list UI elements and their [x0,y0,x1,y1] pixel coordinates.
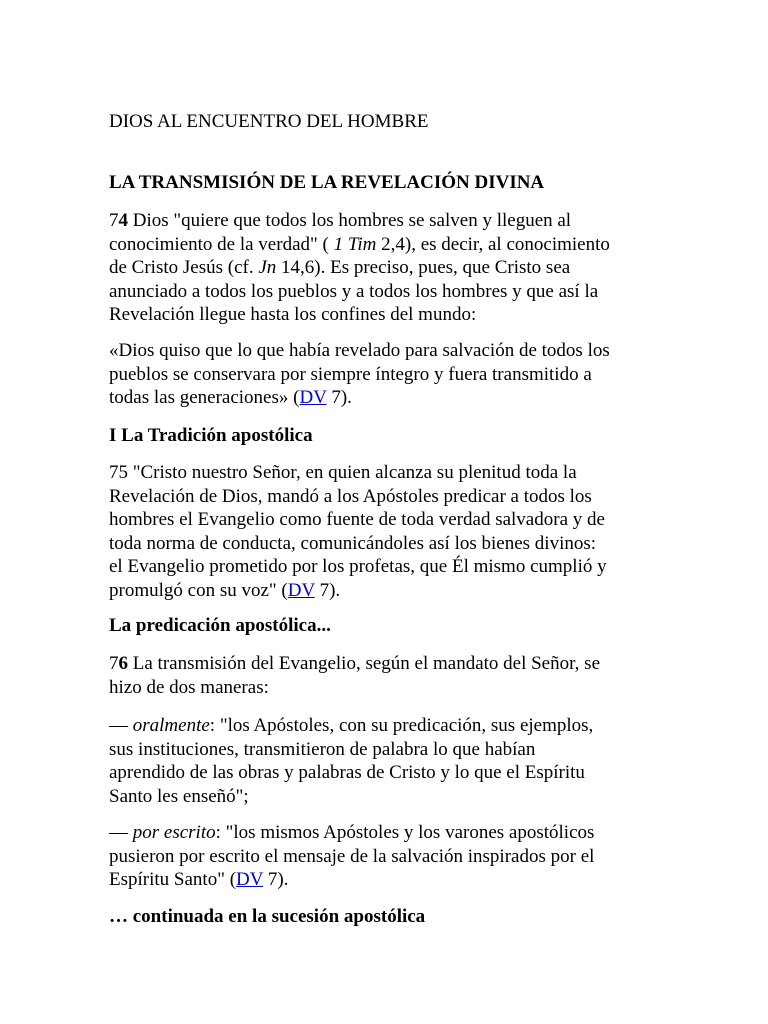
paragraph-text: Espíritu Santo" ( [109,869,237,890]
paragraph-text: el Evangelio prometido por los profetas, que Él mismo cumplió y [109,556,607,577]
paragraph-por-escrito [109,821,661,892]
dv-link[interactable]: DV [287,579,315,601]
paragraph-text: hizo de dos maneras: [109,676,269,698]
paragraph-text: sus instituciones, transmitieron de palabra lo que habían [109,738,536,760]
paragraph-76 [109,652,661,699]
dv-link[interactable]: DV [236,869,264,890]
paragraph-text: Revelación llegue hasta los confines del mundo: [109,304,477,325]
section-title: LA TRANSMISIÓN DE LA REVELACIÓN DIVINA [109,172,545,193]
paragraph-text: La transmisión del Evangelio, según el mandato del Señor, se [128,653,601,674]
document-title: DIOS AL ENCUENTRO DEL HOMBRE [109,111,429,132]
paragraph-text: : "los mismos Apóstoles y los varones apostólicos [215,822,595,843]
quotation-paragraph [109,339,661,410]
paragraph-text: 7). [314,579,341,601]
paragraph-text: 2,4), es decir, al conocimiento [376,233,610,255]
paragraph-text: Dios "quiere que todos los hombres se salven y lleguen al [128,210,572,231]
paragraph-number-bold: 4 [118,210,128,231]
paragraph-number: 7 [109,210,119,231]
paragraph-text: hombres el Evangelio como fuente de toda verdad salvadora y de [109,509,605,530]
em-dash: — [109,822,133,843]
scripture-citation: Jn [258,257,277,278]
paragraph-75 [109,461,661,602]
italic-term: oralmente [132,715,210,736]
dv-link[interactable]: DV [299,387,327,408]
paragraph-text: 75 "Cristo nuestro Señor, en quien alcanza su plenitud toda la [109,462,577,483]
paragraph-number-bold: 6 [118,653,128,674]
heading-tradicion-apostolica: I La Tradición apostólica [109,425,313,446]
heading-sucesion-apostolica: … continuada en la sucesión apostólica [109,906,426,927]
paragraph-text: : "los Apóstoles, con su predicación, sus ejemplos, [209,715,594,736]
paragraph-oralmente [109,714,661,808]
paragraph-text: toda norma de conducta, comunicándoles así los bienes divinos: [109,532,597,554]
heading-predicacion-apostolica: La predicación apostólica... [109,615,331,636]
scripture-citation: 1 Tim [333,233,377,255]
paragraph-text: de Cristo Jesús (cf. [109,257,259,278]
paragraph-text: 14,6). Es preciso, pues, que Cristo sea [276,257,571,278]
paragraph-text: Santo les enseñó"; [109,785,249,807]
italic-term: por escrito [132,822,216,843]
paragraph-text: pusieron por escrito el mensaje de la salvación inspirados por el [109,845,595,867]
em-dash: — [109,715,133,736]
paragraph-text: Revelación de Dios, mandó a los Apóstoles predicar a todos los [109,485,592,507]
paragraph-number: 7 [109,653,119,674]
paragraph-text: conocimiento de la verdad" ( [109,233,334,255]
quote-text: «Dios quiso que lo que había revelado para salvación de todos los [109,340,610,361]
quote-text: 7). [326,387,352,408]
paragraph-text: anunciado a todos los pueblos y a todos los hombres y que así la [109,280,599,302]
paragraph-74 [109,209,661,327]
quote-text: pueblos se conservara por siempre íntegro y fuera transmitido a [109,363,592,385]
paragraph-text: promulgó con su voz" ( [109,579,288,601]
paragraph-text: 7). [263,869,289,890]
quote-text: todas las generaciones» ( [109,387,300,408]
paragraph-text: aprendido de las obras y palabras de Cristo y lo que el Espíritu [109,762,585,783]
